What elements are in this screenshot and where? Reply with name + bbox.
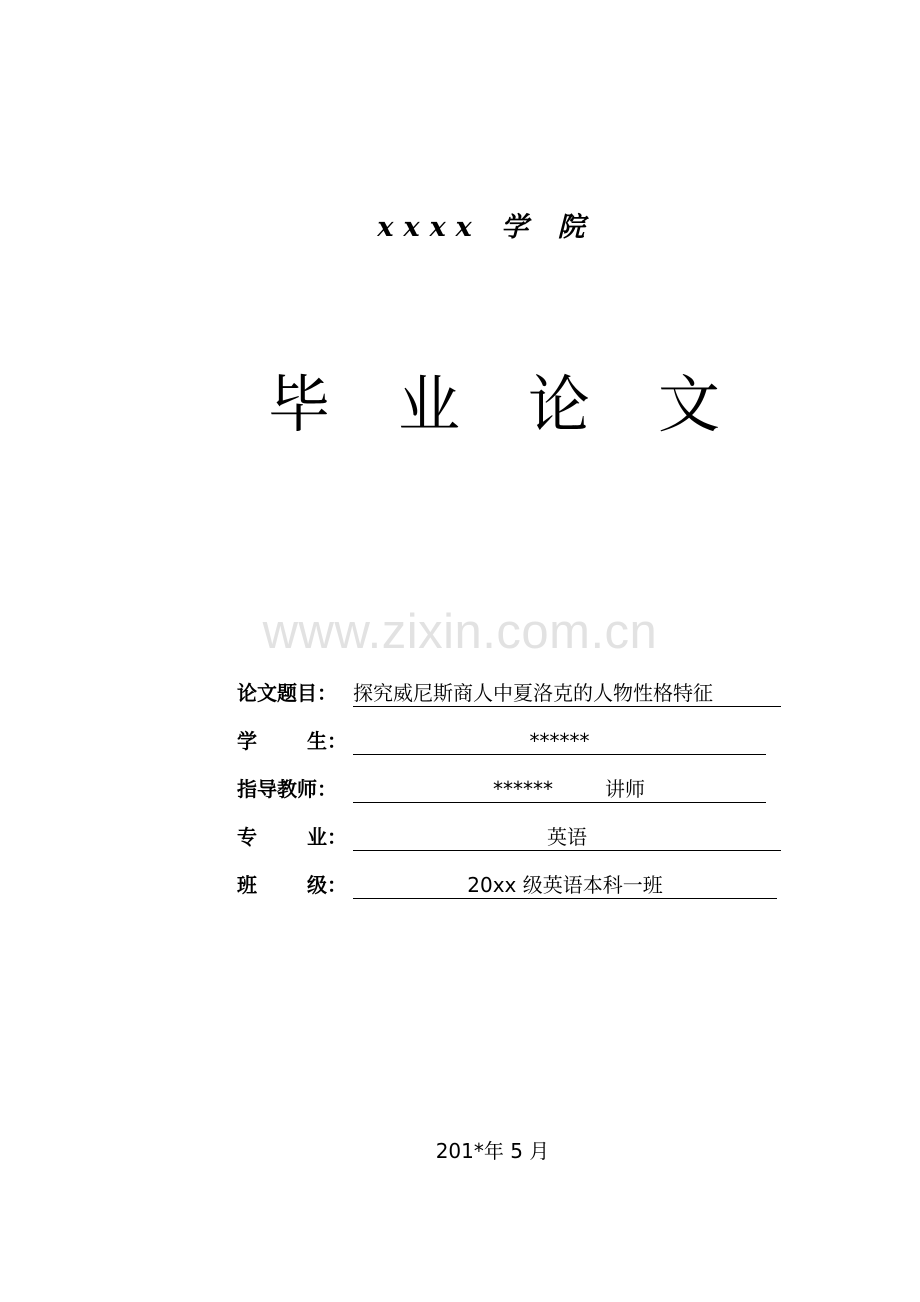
field-row-major	[237, 822, 797, 852]
watermark: www.zixin.com.cn	[262, 605, 658, 659]
field-row-class	[237, 870, 797, 900]
topic-value: 探究威尼斯商人中夏洛克的人物性格特征	[353, 678, 781, 707]
major-value: 英语	[353, 822, 781, 851]
class-label-rest: 级：	[307, 873, 347, 897]
title-char-1: 毕	[268, 368, 331, 441]
student-label-rest: 生：	[307, 729, 347, 753]
advisor-name: ******	[493, 777, 553, 801]
student-label-char: 学	[237, 729, 257, 753]
major-label-rest: 业：	[307, 825, 347, 849]
class-value: 20xx 级英语本科一班	[353, 870, 777, 899]
field-row-advisor	[237, 774, 797, 804]
class-label-char: 班	[237, 873, 257, 897]
submission-date: 201*年 5 月	[435, 1139, 550, 1163]
major-label-char: 专	[237, 825, 257, 849]
title-char-3: 论	[528, 368, 591, 441]
topic-label: 论文题目：	[237, 681, 337, 705]
advisor-value	[353, 774, 766, 803]
title-char-2: 业	[398, 368, 461, 441]
field-row-topic	[237, 678, 797, 708]
advisor-label: 指导教师：	[237, 777, 337, 801]
advisor-rank: 讲师	[605, 777, 645, 801]
school-name: xxxx 学 院	[377, 212, 595, 243]
title-char-4: 文	[658, 368, 721, 441]
student-value: ******	[353, 726, 766, 755]
thesis-title	[0, 365, 920, 445]
field-row-student	[237, 726, 797, 756]
